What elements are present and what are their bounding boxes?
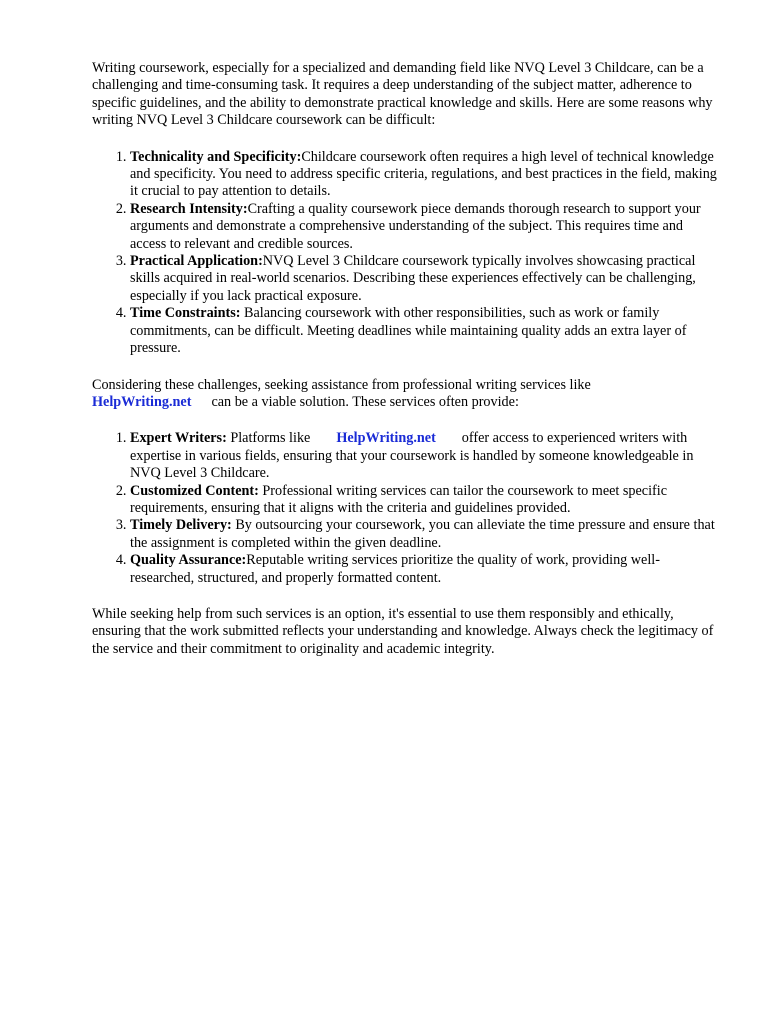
considering-paragraph xyxy=(92,377,722,412)
list-item-term: Technicality and Specificity: xyxy=(130,148,302,165)
list-item-text: NVQ Level 3 Childcare coursework typically involves showcasing practical skills acquired in real-world scenarios. Describing these experiences effectively can be challenging, especially if you lack practical exposure. xyxy=(130,253,696,304)
list-item xyxy=(130,517,722,552)
closing-paragraph: While seeking help from such services is an option, it's essential to use them responsibly and ethically, ensuring that the work submitted reflects your understanding and knowledge. Always check the legitimacy of the service and their commitment to originality and academic integrity. xyxy=(92,605,714,657)
list-item xyxy=(130,483,722,518)
benefits-list xyxy=(92,430,722,587)
helpwriting-link[interactable]: HelpWriting.net xyxy=(336,430,436,447)
list-item xyxy=(130,552,722,587)
list-item-text: Childcare coursework often requires a high level of technical knowledge and specificity. You need to address specific criteria, regulations, and best practices in the field, making it crucial to pay attention to details. xyxy=(130,148,717,200)
list-item xyxy=(130,430,722,482)
list-item-term: Time Constraints: xyxy=(130,305,241,322)
list-item-text: By outsourcing your coursework, you can alleviate the time pressure and ensure that the assignment is completed within the given deadline. xyxy=(130,517,715,551)
list-item-text: Professional writing services can tailor the coursework to meet specific requirements, ensuring that it aligns with the criteria and guidelines provided. xyxy=(130,482,668,516)
list-item-term: Research Intensity: xyxy=(130,200,248,217)
list-item-term: Customized Content: xyxy=(130,482,259,499)
helpwriting-link[interactable]: HelpWriting.net xyxy=(92,393,192,410)
considering-text: Considering these challenges, seeking assistance from professional writing services like xyxy=(92,376,591,393)
list-item-text: Crafting a quality coursework piece demands thorough research to support your arguments and demonstrate a comprehensive understanding of the subject. This requires time and access to relevant and credible sources. xyxy=(130,200,701,252)
list-item xyxy=(130,149,722,201)
list-item-text: offer access to experienced writers with expertise in various fields, ensuring that your coursework is handled by someone knowledgeable in NVQ Level 3 Childcare. xyxy=(130,430,694,482)
list-item-term: Quality Assurance: xyxy=(130,552,247,569)
document-page xyxy=(92,60,722,658)
list-item-text: Balancing coursework with other responsibilities, such as work or family commitments, can be difficult. Meeting deadlines while maintaining quality adds an extra layer of pressure. xyxy=(130,305,687,357)
list-item xyxy=(130,201,722,253)
list-item-term: Timely Delivery: xyxy=(130,517,232,534)
list-item xyxy=(130,253,722,305)
list-item xyxy=(130,305,722,357)
intro-paragraph: Writing coursework, especially for a specialized and demanding field like NVQ Level 3 Childcare, can be a challenging and time-consuming task. It requires a deep understanding of the subject matter, adherence to specific guidelines, and the ability to demonstrate practical knowledge and skills. Here are some reasons why writing NVQ Level 3 Childcare coursework can be difficult: xyxy=(92,60,713,129)
list-item-text: Platforms like xyxy=(230,430,311,447)
difficulties-list xyxy=(92,149,722,358)
list-item-term: Practical Application: xyxy=(130,253,263,270)
list-item-term: Expert Writers: xyxy=(130,430,227,447)
considering-text-after: can be a viable solution. These services often provide: xyxy=(211,393,519,410)
list-item-text: Reputable writing services prioritize the quality of work, providing well-researched, structured, and properly formatted content. xyxy=(130,552,660,586)
